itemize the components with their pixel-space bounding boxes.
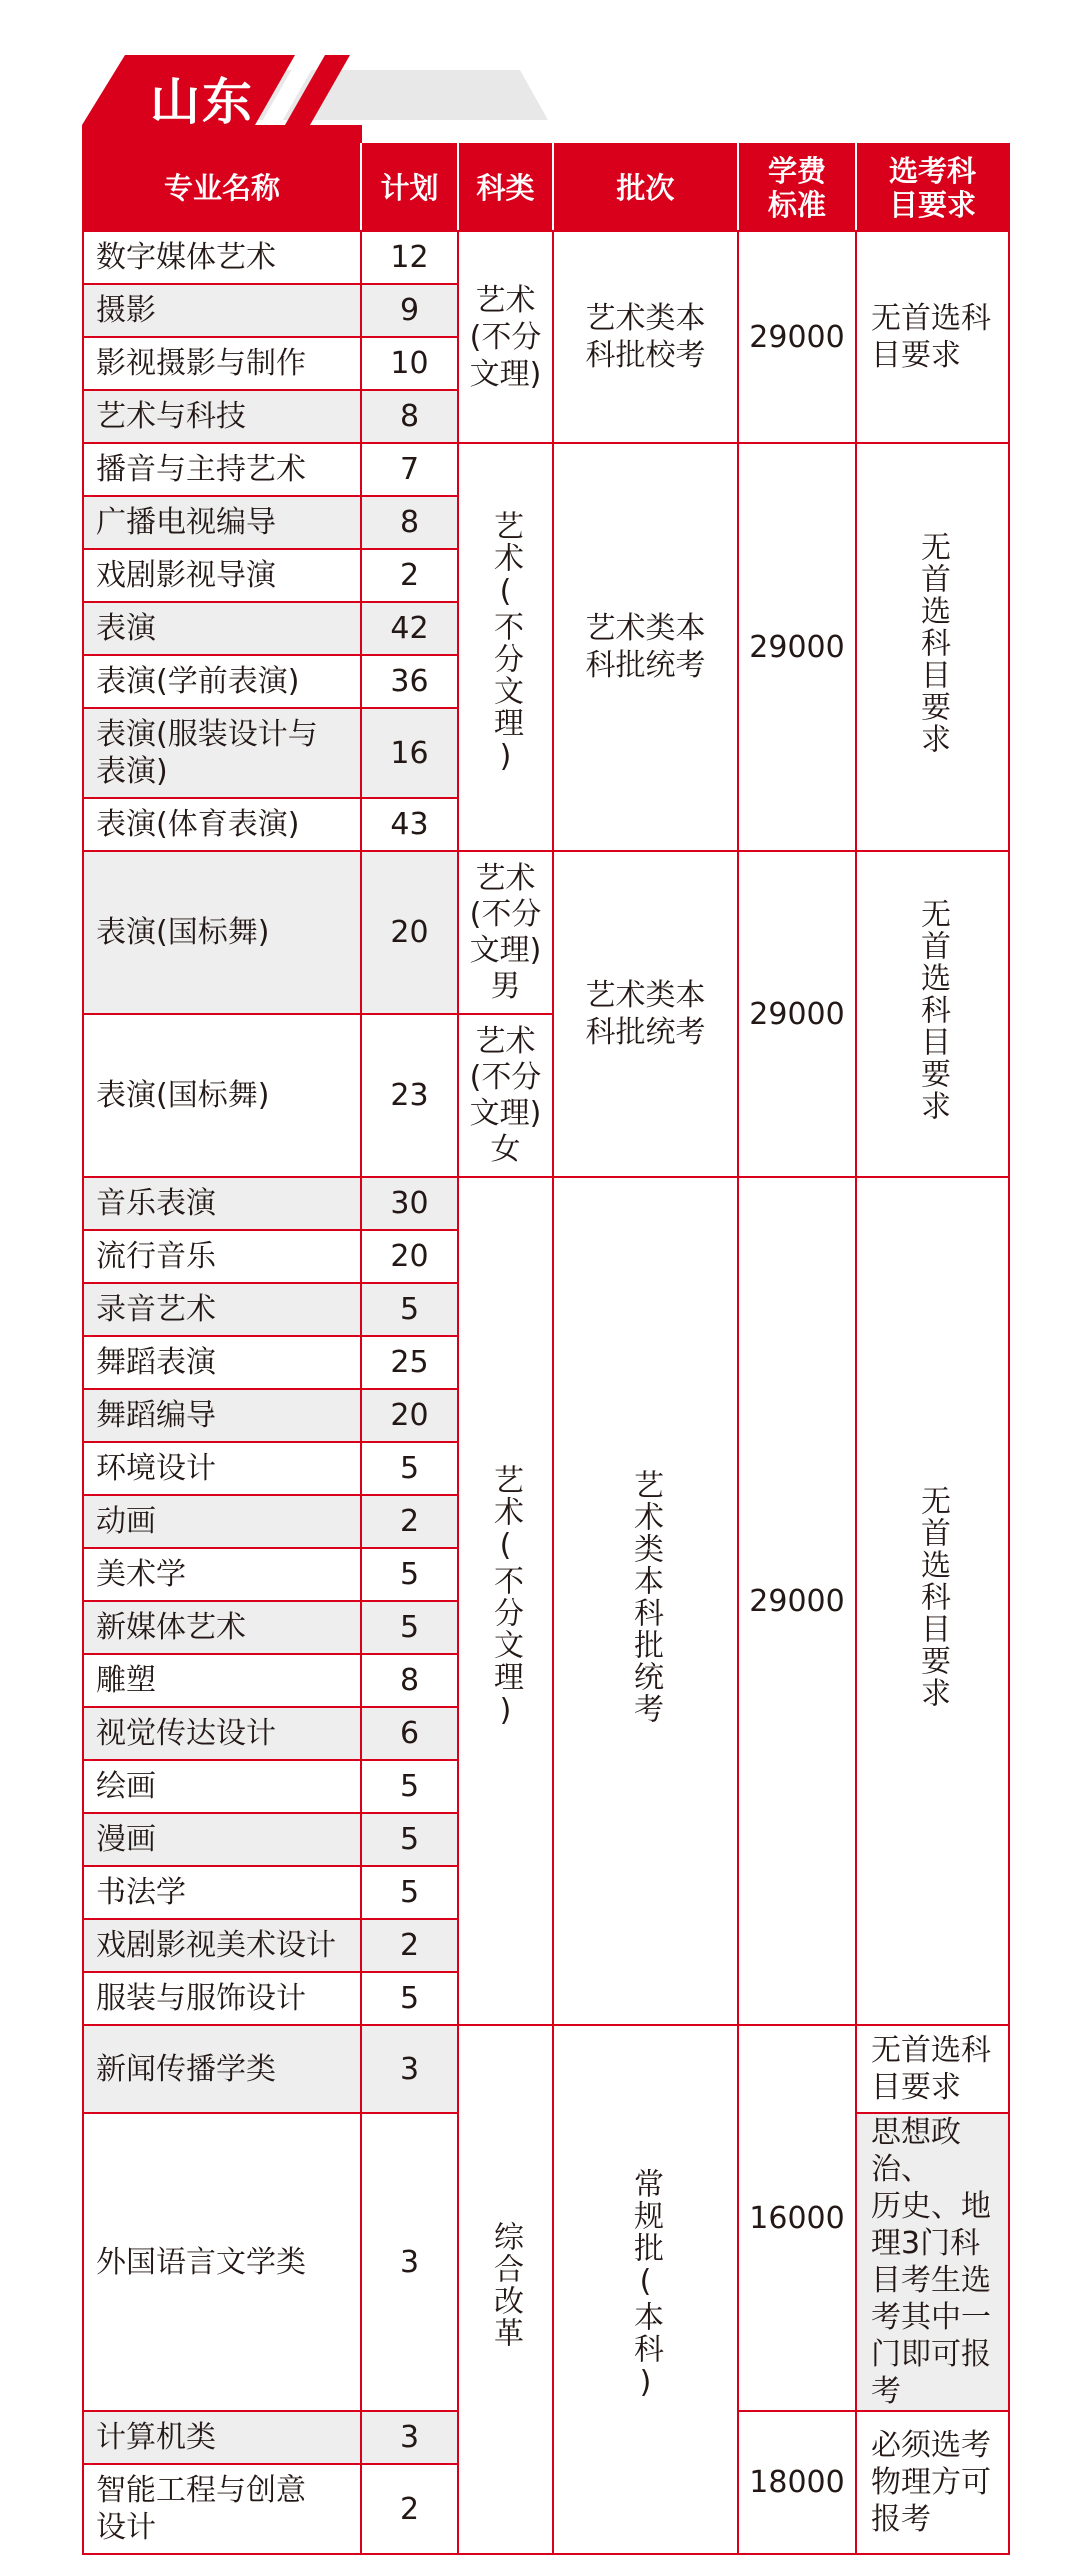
requirement-cell bbox=[856, 443, 1009, 851]
plan-count-cell: 36 bbox=[361, 655, 458, 708]
cell-line: 门即可报 bbox=[871, 2337, 991, 2372]
cell-line: 广播电视编导 bbox=[96, 505, 276, 540]
cell-line: 思想政治、 bbox=[871, 2115, 961, 2187]
cell-line: 表演(服装设计与 bbox=[96, 717, 318, 752]
cell-line: 摄影 bbox=[96, 293, 156, 328]
major-name-cell bbox=[83, 1760, 361, 1813]
requirement-cell bbox=[856, 1177, 1009, 2025]
cell-line: 录音艺术 bbox=[96, 1292, 216, 1327]
cell-line: 表演(学前表演) bbox=[96, 664, 300, 699]
cell-line: 理3门科 bbox=[871, 2226, 981, 2261]
major-name-cell bbox=[83, 1972, 361, 2025]
category-cell bbox=[458, 2025, 553, 2554]
cell-line: 男 bbox=[490, 968, 521, 1004]
plan-count-cell: 8 bbox=[361, 1654, 458, 1707]
plan-count-cell: 42 bbox=[361, 602, 458, 655]
major-name-cell bbox=[83, 1813, 361, 1866]
cell-line: 新媒体艺术 bbox=[96, 1610, 246, 1645]
plan-count-cell: 2 bbox=[361, 1919, 458, 1972]
cell-line: 无首选科 bbox=[871, 301, 991, 336]
major-name-cell bbox=[83, 390, 361, 443]
major-name-cell bbox=[83, 1283, 361, 1336]
major-name-cell bbox=[83, 1230, 361, 1283]
plan-count-cell: 2 bbox=[361, 2464, 458, 2554]
cell-line: 播音与主持艺术 bbox=[96, 452, 306, 487]
batch-cell bbox=[553, 851, 738, 1177]
cell-line: 无首选科 bbox=[871, 2033, 991, 2068]
major-name-cell bbox=[83, 1601, 361, 1654]
cell-line: 科批校考 bbox=[585, 338, 706, 373]
plan-count-cell: 23 bbox=[361, 1014, 458, 1177]
cell-line: 表演) bbox=[96, 754, 168, 789]
plan-count-cell: 5 bbox=[361, 1283, 458, 1336]
major-name-cell bbox=[83, 1336, 361, 1389]
cell-line: 表演(体育表演) bbox=[96, 807, 300, 842]
vertical-text: 无首选科目要求 bbox=[915, 897, 950, 1122]
major-name-cell bbox=[83, 231, 361, 284]
cell-line: 数字媒体艺术 bbox=[96, 240, 276, 275]
cell-line: 艺术 bbox=[475, 282, 536, 318]
plan-count-cell: 3 bbox=[361, 2025, 458, 2113]
category-cell bbox=[458, 851, 553, 1014]
plan-count-cell: 20 bbox=[361, 1389, 458, 1442]
major-name-cell bbox=[83, 1654, 361, 1707]
plan-count-cell: 7 bbox=[361, 443, 458, 496]
major-name-cell bbox=[83, 496, 361, 549]
major-name-cell bbox=[83, 2464, 361, 2554]
fee-cell: 18000 bbox=[738, 2411, 856, 2554]
header-fee bbox=[738, 144, 856, 231]
cell-line: (不分 bbox=[469, 319, 542, 355]
plan-count-cell: 9 bbox=[361, 284, 458, 337]
major-name-cell bbox=[83, 2025, 361, 2113]
cell-line: 动画 bbox=[96, 1504, 156, 1539]
plan-count-cell: 25 bbox=[361, 1336, 458, 1389]
header-fee-line: 学费 bbox=[767, 153, 826, 188]
major-name-cell bbox=[83, 602, 361, 655]
cell-line: 视觉传达设计 bbox=[96, 1716, 276, 1751]
batch-cell bbox=[553, 1177, 738, 2025]
cell-line: 戏剧影视美术设计 bbox=[96, 1928, 336, 1963]
plan-count-cell: 10 bbox=[361, 337, 458, 390]
province-title: 山东 bbox=[150, 73, 254, 131]
category-cell bbox=[458, 1014, 553, 1177]
batch-cell bbox=[553, 443, 738, 851]
cell-line: 绘画 bbox=[96, 1769, 156, 1804]
major-name-cell bbox=[83, 337, 361, 390]
plan-count-cell: 5 bbox=[361, 1601, 458, 1654]
major-name-cell bbox=[83, 2113, 361, 2411]
cell-line: 女 bbox=[490, 1131, 521, 1167]
major-name-cell bbox=[83, 1707, 361, 1760]
major-name-cell bbox=[83, 851, 361, 1014]
cell-line: 艺术与科技 bbox=[96, 399, 246, 434]
cell-line: 考 bbox=[871, 2374, 901, 2409]
cell-line: 音乐表演 bbox=[96, 1186, 216, 1221]
cell-line: 艺术 bbox=[475, 1023, 536, 1059]
cell-line: 艺术类本 bbox=[585, 978, 706, 1013]
cell-line: (不分 bbox=[469, 1059, 542, 1095]
plan-count-cell: 5 bbox=[361, 1548, 458, 1601]
major-name-cell bbox=[83, 1919, 361, 1972]
plan-count-cell: 5 bbox=[361, 1972, 458, 2025]
cell-line: 报考 bbox=[871, 2502, 931, 2537]
major-name-cell bbox=[83, 1014, 361, 1177]
cell-line: 流行音乐 bbox=[96, 1239, 216, 1274]
cell-line: 科批统考 bbox=[585, 648, 706, 683]
table-row bbox=[83, 851, 1009, 1014]
cell-line: 设计 bbox=[96, 2510, 156, 2545]
cell-line: 考其中一 bbox=[871, 2300, 991, 2335]
cell-line: 美术学 bbox=[96, 1557, 186, 1592]
cell-line: 物理方可 bbox=[871, 2465, 991, 2500]
table-body bbox=[83, 231, 1009, 2554]
cell-line: 必须选考 bbox=[871, 2428, 991, 2463]
major-name-cell bbox=[83, 549, 361, 602]
cell-line: 智能工程与创意 bbox=[96, 2473, 306, 2508]
cell-line: 科批统考 bbox=[585, 1015, 706, 1050]
requirement-cell bbox=[856, 2411, 1009, 2554]
header-req-line: 选考科 bbox=[888, 153, 976, 188]
vertical-text: 艺术(不分文理) bbox=[488, 1463, 523, 1730]
plan-count-cell: 12 bbox=[361, 231, 458, 284]
cell-line: 艺术类本 bbox=[585, 611, 706, 646]
header-category: 科类 bbox=[458, 144, 553, 231]
plan-count-cell: 5 bbox=[361, 1866, 458, 1919]
cell-line: 文理) bbox=[469, 1095, 542, 1131]
cell-line: 表演(国标舞) bbox=[96, 1078, 270, 1113]
major-name-cell bbox=[83, 2411, 361, 2464]
cell-line: 文理) bbox=[469, 932, 542, 968]
fee-cell: 29000 bbox=[738, 851, 856, 1177]
category-cell bbox=[458, 1177, 553, 2025]
cell-line: 艺术 bbox=[475, 860, 536, 896]
plan-count-cell: 2 bbox=[361, 1495, 458, 1548]
cell-line: 书法学 bbox=[96, 1875, 186, 1910]
cell-line: (不分 bbox=[469, 896, 542, 932]
plan-count-cell: 5 bbox=[361, 1442, 458, 1495]
cell-line: 环境设计 bbox=[96, 1451, 216, 1486]
cell-line: 舞蹈表演 bbox=[96, 1345, 216, 1380]
plan-count-cell: 5 bbox=[361, 1760, 458, 1813]
plan-count-cell: 6 bbox=[361, 1707, 458, 1760]
fee-cell: 29000 bbox=[738, 1177, 856, 2025]
major-name-cell bbox=[83, 1442, 361, 1495]
cell-line: 影视摄影与制作 bbox=[96, 346, 306, 381]
category-cell bbox=[458, 231, 553, 443]
major-name-cell bbox=[83, 1866, 361, 1919]
cell-line: 目要求 bbox=[871, 2070, 961, 2105]
cell-line: 外国语言文学类 bbox=[96, 2244, 306, 2280]
batch-cell bbox=[553, 231, 738, 443]
vertical-text: 常规批(本科) bbox=[628, 2168, 663, 2402]
major-name-cell bbox=[83, 798, 361, 851]
plan-count-cell: 3 bbox=[361, 2113, 458, 2411]
table-row bbox=[83, 443, 1009, 496]
cell-line: 服装与服饰设计 bbox=[96, 1981, 306, 2016]
cell-line: 雕塑 bbox=[96, 1663, 156, 1698]
cell-line: 目要求 bbox=[871, 338, 961, 373]
vertical-text: 无首选科目要求 bbox=[915, 1484, 950, 1709]
enrollment-plan-table bbox=[82, 143, 1010, 2555]
plan-count-cell: 5 bbox=[361, 1813, 458, 1866]
major-name-cell bbox=[83, 655, 361, 708]
vertical-text: 艺术类本科批统考 bbox=[628, 1468, 663, 1725]
cell-line: 表演 bbox=[96, 611, 156, 646]
fee-cell: 29000 bbox=[738, 443, 856, 851]
plan-count-cell: 30 bbox=[361, 1177, 458, 1230]
requirement-cell bbox=[856, 231, 1009, 443]
plan-count-cell: 8 bbox=[361, 496, 458, 549]
vertical-text: 无首选科目要求 bbox=[915, 530, 950, 755]
header-req-line: 目要求 bbox=[888, 187, 976, 222]
cell-line: 舞蹈编导 bbox=[96, 1398, 216, 1433]
header-batch: 批次 bbox=[553, 144, 738, 231]
requirement-cell bbox=[856, 2113, 1009, 2411]
vertical-text: 艺术(不分文理) bbox=[488, 509, 523, 776]
batch-cell bbox=[553, 2025, 738, 2554]
plan-count-cell: 43 bbox=[361, 798, 458, 851]
cell-line: 历史、地 bbox=[871, 2189, 991, 2224]
table-row bbox=[83, 1177, 1009, 1230]
major-name-cell bbox=[83, 708, 361, 798]
cell-line: 目考生选 bbox=[871, 2263, 991, 2298]
table-row bbox=[83, 231, 1009, 284]
major-name-cell bbox=[83, 443, 361, 496]
fee-cell: 29000 bbox=[738, 231, 856, 443]
cell-line: 表演(国标舞) bbox=[96, 915, 270, 950]
plan-count-cell: 2 bbox=[361, 549, 458, 602]
plan-count-cell: 20 bbox=[361, 1230, 458, 1283]
table-header-row bbox=[83, 144, 1009, 231]
plan-count-cell: 16 bbox=[361, 708, 458, 798]
category-cell bbox=[458, 443, 553, 851]
header-fee-line: 标准 bbox=[767, 187, 826, 222]
cell-line: 计算机类 bbox=[96, 2420, 216, 2455]
requirement-cell bbox=[856, 851, 1009, 1177]
major-name-cell bbox=[83, 1177, 361, 1230]
plan-count-cell: 3 bbox=[361, 2411, 458, 2464]
header-major: 专业名称 bbox=[83, 144, 361, 231]
major-name-cell bbox=[83, 1548, 361, 1601]
major-name-cell bbox=[83, 1389, 361, 1442]
header-plan: 计划 bbox=[361, 144, 458, 231]
requirement-cell bbox=[856, 2025, 1009, 2113]
fee-cell: 16000 bbox=[738, 2025, 856, 2411]
table-row bbox=[83, 2025, 1009, 2113]
plan-count-cell: 20 bbox=[361, 851, 458, 1014]
cell-line: 新闻传播学类 bbox=[96, 2051, 276, 2087]
cell-line: 文理) bbox=[469, 356, 542, 392]
major-name-cell bbox=[83, 284, 361, 337]
vertical-text: 综合改革 bbox=[488, 2221, 523, 2349]
cell-line: 戏剧影视导演 bbox=[96, 558, 276, 593]
plan-count-cell: 8 bbox=[361, 390, 458, 443]
cell-line: 艺术类本 bbox=[585, 301, 706, 336]
cell-line: 漫画 bbox=[96, 1822, 156, 1857]
header-requirement bbox=[856, 144, 1009, 231]
major-name-cell bbox=[83, 1495, 361, 1548]
